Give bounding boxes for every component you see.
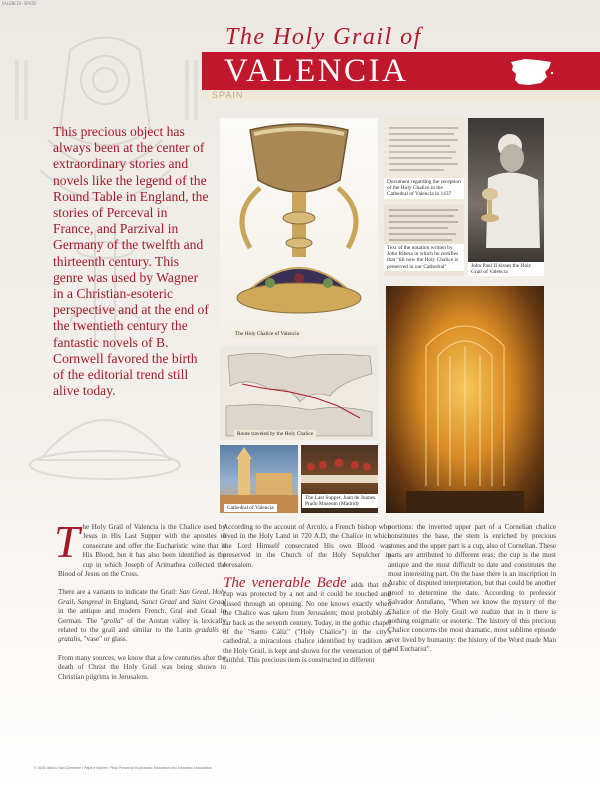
- column-2: [223, 523, 391, 675]
- p5-text: adds that the cup was protected by a net and it could be touched and kissed through an opening. No one knows exactly when the Chalice was taken from Jerusalem; most probably as far back as the seventh century. Today, in the gothic chapel of the "Santo Cáliz" ("Holy Chalice") in the city's cathedral, a miraculous chalice identified by tradition as the Holy Grail, is kept and shown for the veneration of the faithful. This precious item is constructed in different: [223, 581, 391, 665]
- chapel-photo: [386, 286, 544, 513]
- drop-cap: T: [54, 516, 80, 567]
- subheading: The venerable Bede: [223, 575, 347, 592]
- pope-figure: [468, 118, 544, 276]
- mediterranean-map: [220, 346, 378, 440]
- paragraph-4: According to the account of Arculo, a French bishop who lived in the Holy Land in 720 A.D, the Chalice in which the Lord Himself consecrated His own Blood was preserved in the Church of the Holy Sepulcher in Jerusalem.: [223, 523, 391, 569]
- p2-text-b: in England,: [103, 597, 142, 606]
- title-script-line: The Holy Grail of: [225, 24, 422, 50]
- cathedral-illustration: [220, 445, 298, 513]
- p2-names-3: Saint Graal: [191, 597, 226, 606]
- print-slug: VALENCIA-SPAIN: [2, 1, 36, 6]
- document-photo-1: [384, 118, 464, 202]
- column-3: [388, 523, 556, 664]
- footer-credit: © 2006 Istituto San Clemente I Papa e Martire / Real Presence Eucharistic Education and Adoration Association: [34, 766, 213, 770]
- country-label: SPAIN: [212, 90, 244, 100]
- chapel-altar-illustration: [386, 286, 544, 513]
- document2-caption: Text of the notation written by John Ribera in which he certifies that "till now the Holy Chalice is preserved in our Cathedral": [384, 244, 464, 271]
- chalice-illustration: [220, 118, 378, 343]
- p2-text-a: There are a variants to indicate the Grail:: [58, 588, 180, 597]
- cathedral-caption: Cathedral of Valencia: [224, 504, 277, 512]
- paragraph-6: portions: the inverted upper part of a Cornelian chalice constitutes the base, the stem is enriched by precious stones and the upper part is a cup, also of Cornelian. These parts are attributed to different eras; the cup is the most antique and the most difficult to date and constitutes the most interesting part. On the base there is an inscription in Arabic of disputed interpretation, but that could be another proof to determine the date. According to professor Salvador Antuñano, "When we know the mystery of the Chalice of the Holy Grail we realize that in it there is nothing enigmatic or esoteric. The history of this precious Chalice concerns the most dramatic, most sublime episode ever lived by humanity: the history of the Word made Man and Eucharist".: [388, 523, 556, 654]
- chalice-caption: The Holy Chalice of Valencia: [232, 330, 302, 338]
- document1-caption: Document regarding the reception of the Holy Chalice in the Cathedral of Valencia in 1437: [384, 178, 464, 199]
- pope-photo: [468, 118, 544, 276]
- last-supper-caption: The Last Supper, Juan de Juanes. Prado Museum (Madrid): [302, 494, 378, 508]
- document-photo-2: [384, 204, 464, 276]
- last-supper-painting: [301, 445, 378, 513]
- intro-paragraph: This precious object has always been at the center of extraordinary stories and novels like the legend of the Round Table in England, the stories of Perceval in France, and Parzival in Germany of the twelfth and thirteenth century. This genre was used by Wagner in a Christian-esoteric perspective and at the end of the twentieth century the fantastic novels of B. Cornwell favored the birth of the editorial trend still alive today.: [53, 124, 209, 399]
- p2-text-f: , "vase" or glass.: [80, 635, 128, 644]
- paragraph-5: [223, 575, 391, 666]
- spain-map-icon: [507, 56, 555, 88]
- p2-text-c: and: [176, 597, 192, 606]
- p2-latin: gradalis o gratalis: [58, 626, 226, 644]
- route-caption: Route traveled by the Holy Chalice: [234, 430, 316, 438]
- p2-names-1: San Greal, Holy Grail, Sangreal: [58, 588, 226, 606]
- chalice-photo: [220, 118, 378, 343]
- p2-names-2: Sanct Graal: [141, 597, 177, 606]
- route-map: [220, 346, 378, 440]
- pope-caption: John Paul II kisses the Holy Grail of Valencia: [468, 262, 544, 276]
- p2-text-e: " of the Aostan valley is lexically related to the grail and similar to the Latin: [58, 616, 226, 635]
- column-1: [54, 516, 226, 691]
- page-title: VALENCIA: [224, 53, 409, 89]
- paragraph-2: [58, 588, 226, 644]
- country-band: [202, 90, 600, 101]
- p2-text-d: in the antique and modern French, Gral and Graal in German. The ": [58, 607, 226, 625]
- p1-text: he Holy Grail of Valencia is the Chalice used by Jesus in His Last Supper with the apostles to consecrate and offer the Eucharistic wine that is His Blood, but it has also been identified as the cup in which Joseph of Arimathea collected the Blood of Jesus on the Cross.: [58, 523, 226, 579]
- cathedral-photo: [220, 445, 298, 513]
- paragraph-1: [54, 516, 226, 579]
- paragraph-3: From many sources, we know that a few centuries after the death of Christ the Holy Grail was being shown to Christian pilgrims in Jerusalem.: [58, 653, 226, 681]
- p2-grolla: grolla: [103, 616, 121, 625]
